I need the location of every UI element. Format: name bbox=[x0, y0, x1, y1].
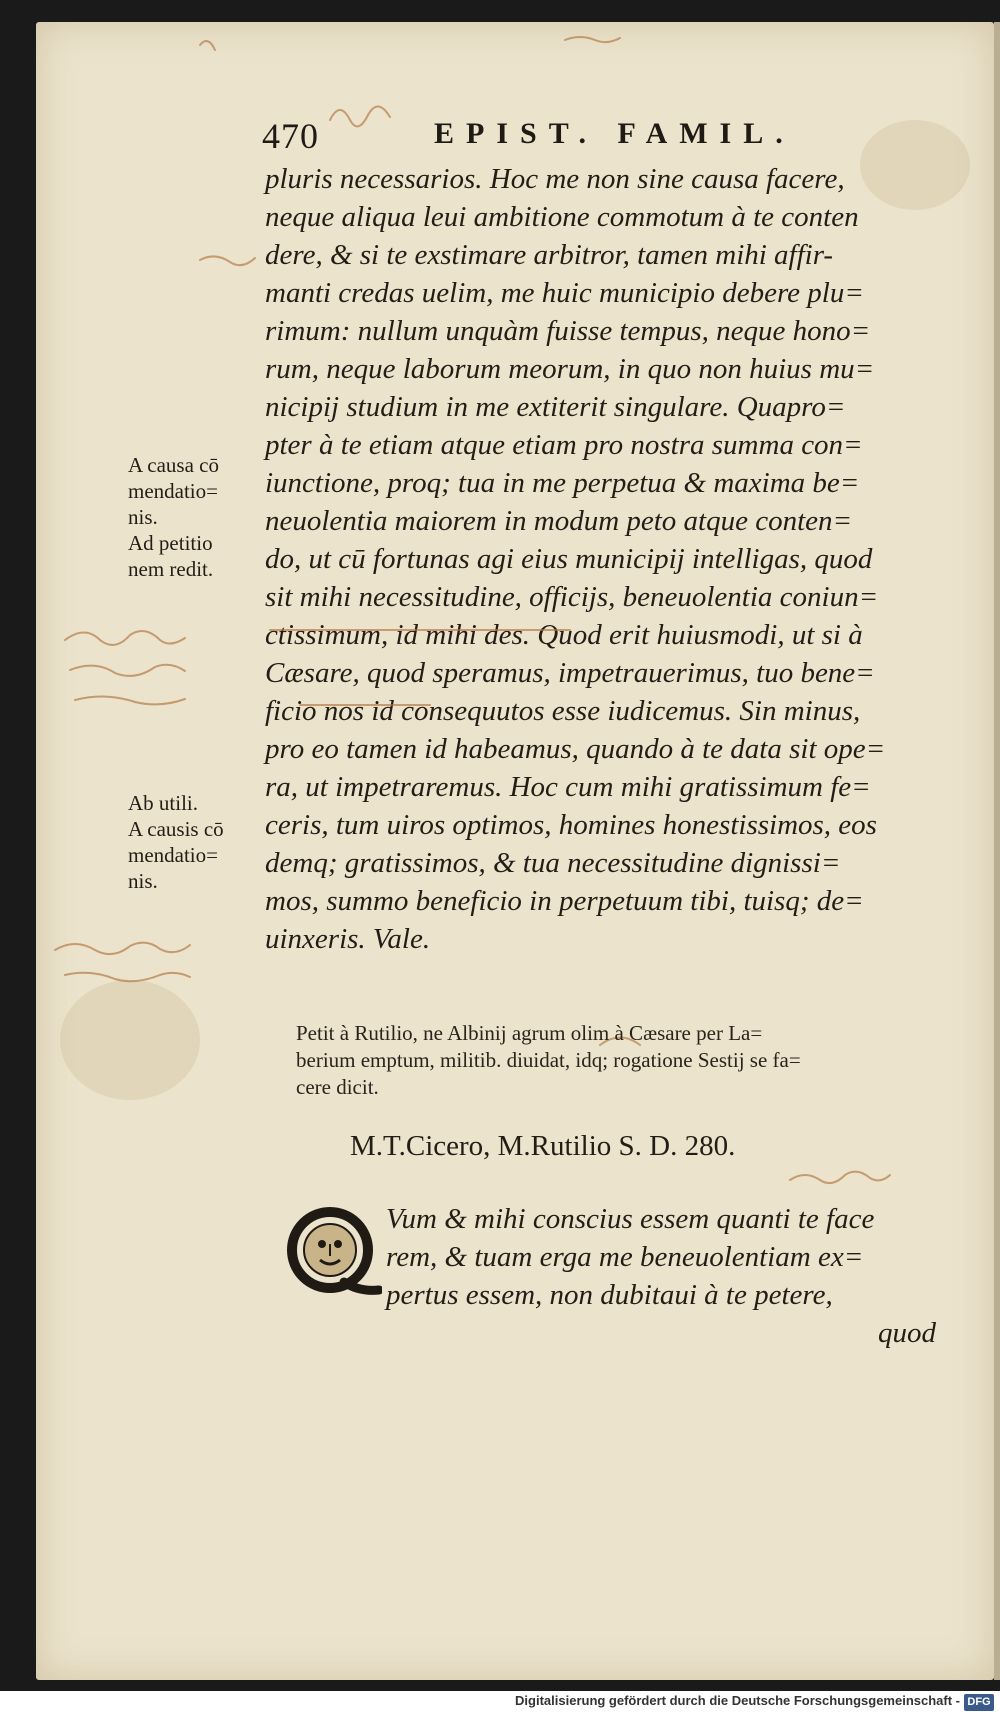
letter-body bbox=[386, 1200, 946, 1352]
text-line: do, ut cū fortunas agi eius municipij intelligas, quod bbox=[265, 543, 873, 575]
text-line: neuolentia maiorem in modum peto atque conten= bbox=[265, 505, 853, 537]
page-number: 470 bbox=[262, 116, 319, 156]
letter-heading: M.T.Cicero, M.Rutilio S. D. 280. bbox=[350, 1130, 736, 1162]
argument-line: berium emptum, militib. diuidat, idq; rogatione Sestij se fa= bbox=[296, 1048, 801, 1072]
text-line: mos, summo beneficio in perpetuum tibi, tuisq; de= bbox=[265, 885, 864, 917]
footer-credit: Digitalisierung gefördert durch die Deutsche Forschungsgemeinschaft - bbox=[515, 1693, 960, 1708]
margin-note-utili bbox=[128, 790, 268, 894]
catchword: quod bbox=[878, 1317, 936, 1349]
dfg-logo: DFG bbox=[964, 1694, 994, 1711]
text-line: rum, neque laborum meorum, in quo non huius mu= bbox=[265, 353, 875, 385]
text-line: ficio nos id consequutos esse iudicemus. Sin minus, bbox=[265, 695, 861, 727]
text-line: demq; gratissimos, & tua necessitudine dignissi= bbox=[265, 847, 841, 879]
margin-line: Ab utili. bbox=[128, 791, 199, 815]
text-line: manti credas uelim, me huic municipio debere plu= bbox=[265, 277, 864, 309]
margin-line: mendatio= bbox=[128, 843, 218, 867]
margin-line: nis. bbox=[128, 505, 158, 529]
text-line: pluris necessarios. Hoc me non sine causa facere, bbox=[265, 163, 845, 195]
text-line: Vum & mihi conscius essem quanti te face bbox=[386, 1203, 875, 1235]
running-head bbox=[262, 115, 822, 155]
text-line: nicipij studium in me extiterit singulare. Quapro= bbox=[265, 391, 846, 423]
text-line: uinxeris. Vale. bbox=[265, 923, 431, 955]
margin-line: mendatio= bbox=[128, 479, 218, 503]
letter-argument bbox=[296, 1020, 956, 1101]
text-line: iunctione, proq; tua in me perpetua & maxima be= bbox=[265, 467, 860, 499]
text-line: dere, & si te exstimare arbitror, tamen mihi affir- bbox=[265, 239, 834, 271]
text-line: sit mihi necessitudine, officijs, beneuolentia coniun= bbox=[265, 581, 879, 613]
text-line: ceris, tum uiros optimos, homines honestissimos, eos bbox=[265, 809, 877, 841]
margin-line: A causis cō bbox=[128, 817, 224, 841]
argument-line: cere dicit. bbox=[296, 1075, 379, 1099]
text-line: ctissimum, id mihi des. Quod erit huiusmodi, ut si à bbox=[265, 619, 863, 651]
page-edge bbox=[994, 22, 1000, 1680]
decorated-initial-q-icon bbox=[282, 1204, 382, 1304]
margin-line: nem redit. bbox=[128, 557, 214, 581]
margin-line: nis. bbox=[128, 869, 158, 893]
running-title: EPIST. FAMIL. bbox=[434, 117, 795, 150]
footer-bar bbox=[0, 1691, 1000, 1715]
paper-stain bbox=[60, 980, 200, 1100]
main-text bbox=[265, 160, 955, 958]
margin-note-causa bbox=[128, 452, 268, 530]
argument-line: Petit à Rutilio, ne Albinij agrum olim à Cæsare per La= bbox=[296, 1021, 763, 1045]
text-line: pro eo tamen id habeamus, quando à te data sit ope= bbox=[265, 733, 886, 765]
text-line: Cæsare, quod speramus, impetrauerimus, tuo bene= bbox=[265, 657, 875, 689]
text-line: rem, & tuam erga me beneuolentiam ex= bbox=[386, 1241, 864, 1273]
text-line: pertus essem, non dubitaui à te petere, bbox=[386, 1279, 833, 1311]
text-line: rimum: nullum unquàm fuisse tempus, neque hono= bbox=[265, 315, 871, 347]
margin-line: Ad petitio bbox=[128, 531, 213, 555]
margin-line: A causa cō bbox=[128, 453, 219, 477]
text-line: neque aliqua leui ambitione commotum à te conten bbox=[265, 201, 859, 233]
text-line: pter à te etiam atque etiam pro nostra summa con= bbox=[265, 429, 863, 461]
text-line: ra, ut impetraremus. Hoc cum mihi gratissimum fe= bbox=[265, 771, 871, 803]
margin-note-petitio bbox=[128, 530, 268, 582]
